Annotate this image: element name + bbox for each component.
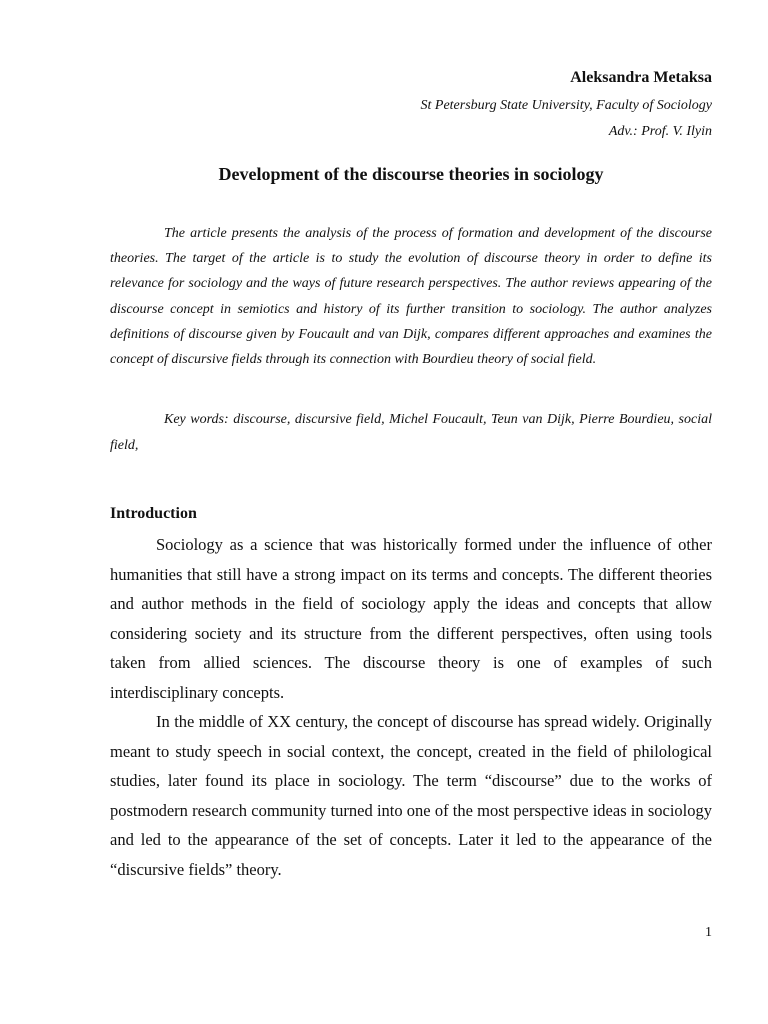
keywords: Key words: discourse, discursive field, Michel Foucault, Teun van Dijk, Pierre Bourdieu, social field,: [110, 412, 712, 453]
abstract: The article presents the analysis of the process of formation and development of the discourse theories. The target of the article is to study the evolution of discourse theory in order to define its relevance for sociology and the ways of future research perspectives. The author reviews appearing of the discourse concept in semiotics and history of its further transition to sociology. The author analyzes definitions of discourse given by Foucault and van Dijk, compares different approaches and examines the concept of discursive fields through its connection with Bourdieu theory of social field.: [110, 226, 712, 368]
author-affiliation: St Petersburg State University, Faculty of Sociology: [420, 98, 712, 113]
document-page: [110, 0, 712, 1024]
introduction-body: [110, 530, 712, 884]
advisor-line: Adv.: Prof. V. Ilyin: [608, 124, 712, 139]
body-paragraph: In the middle of XX century, the concept of discourse has spread widely. Originally meant to study speech in social context, the concept, created in the field of philological studies, later found its place in sociology. The term “discourse” due to the works of postmodern research community turned into one of the most perspective ideas in sociology and led to the appearance of the set of concepts. Later it led to the appearance of the “discursive fields” theory.: [110, 712, 712, 879]
section-heading-introduction: Introduction: [110, 505, 197, 522]
article-title: Development of the discourse theories in sociology: [218, 164, 604, 184]
body-paragraph: Sociology as a science that was historically formed under the influence of other humanities that still have a strong impact on its terms and concepts. The different theories and author methods in the field of sociology apply the ideas and concepts that allow considering society and its structure from the different perspectives, often using tools taken from allied sciences. The discourse theory is one of examples of such interdisciplinary concepts.: [110, 535, 712, 702]
author-name: Aleksandra Metaksa: [570, 69, 712, 86]
page-number: 1: [705, 925, 712, 940]
